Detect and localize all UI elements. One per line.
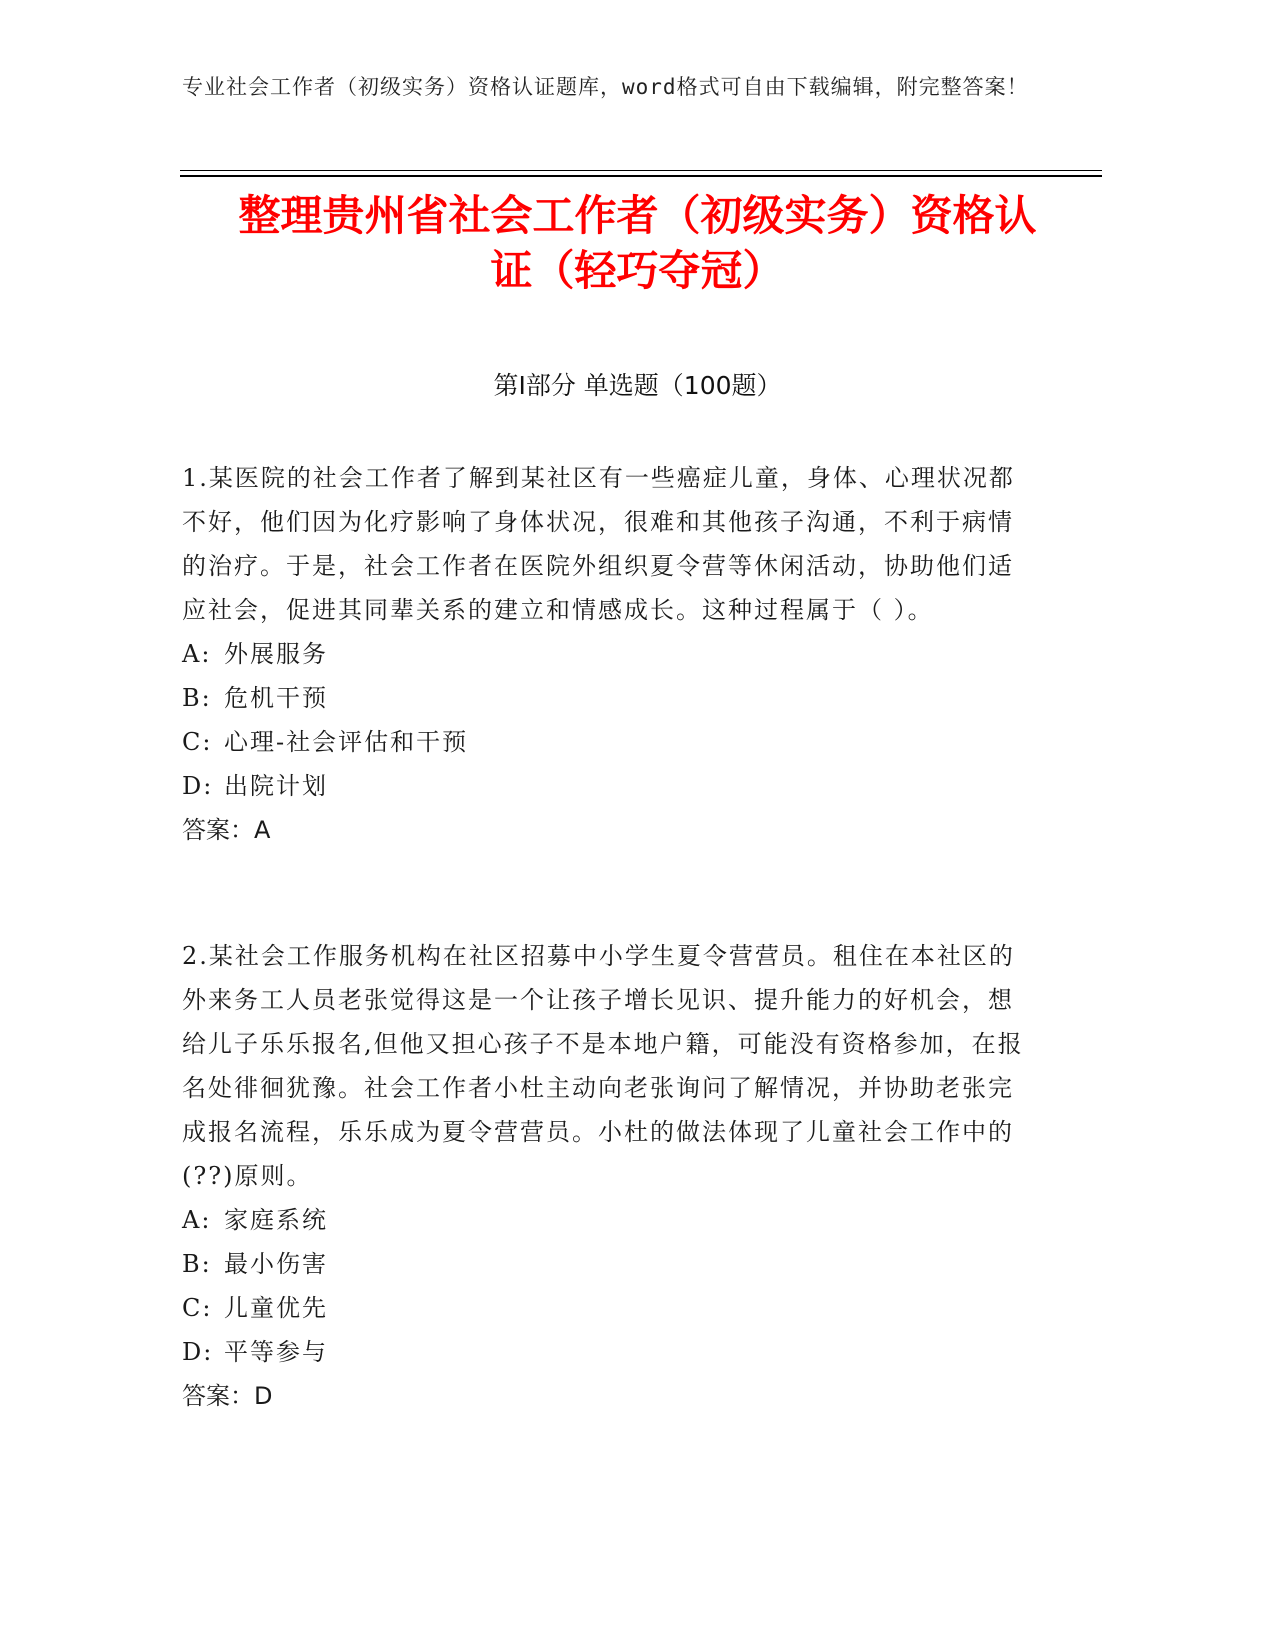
answer-label: 答案：A [182,816,271,844]
option-d [182,1330,1032,1374]
option-b [182,1242,1032,1286]
option-text: 心理-社会评估和干预 [224,728,469,756]
option-c [182,720,1032,764]
question-1 [182,456,1032,852]
question-stem: 1.某医院的社会工作者了解到某社区有一些癌症儿童，身体、心理状况都不好，他们因为化疗影响了身体状况，很难和其他孩子沟通，不利于病情的治疗。于是，社会工作者在医院外组织夏令营等休闲活动，协助他们适应社会，促进其同辈关系的建立和情感成长。这种过程属于（ ）。 [182,464,1015,624]
option-c [182,1286,1032,1330]
section-title: 第Ⅰ部分 单选题（100题） [493,371,782,400]
option-a [182,632,1032,676]
document-title [150,188,1125,298]
option-d [182,764,1032,808]
option-text: 家庭系统 [224,1206,328,1234]
option-key: D: [182,772,214,800]
option-text: 危机干预 [224,684,328,712]
header-divider-thin [180,170,1102,171]
question-2 [182,934,1032,1418]
option-key: C: [182,728,213,756]
option-text: 最小伤害 [224,1250,328,1278]
option-text: 平等参与 [224,1338,328,1366]
option-key: A: [182,640,212,668]
option-key: C: [182,1294,213,1322]
option-text: 出院计划 [224,772,328,800]
header-divider-thick [180,175,1102,177]
option-key: B: [182,1250,212,1278]
header-note: 专业社会工作者（初级实务）资格认证题库，word格式可自由下载编辑，附完整答案！ [182,75,1029,99]
title-line-1: 整理贵州省社会工作者（初级实务）资格认 [238,191,1037,240]
option-key: A: [182,1206,212,1234]
option-text: 外展服务 [224,640,328,668]
title-line-2: 证（轻巧夺冠） [490,246,785,295]
option-b [182,676,1032,720]
option-key: B: [182,684,212,712]
answer-label: 答案：D [182,1382,273,1410]
option-text: 儿童优先 [224,1294,328,1322]
option-key: D: [182,1338,214,1366]
option-a [182,1198,1032,1242]
question-stem: 2.某社会工作服务机构在社区招募中小学生夏令营营员。租住在本社区的外来务工人员老张觉得这是一个让孩子增长见识、提升能力的好机会，想给儿子乐乐报名,但他又担心孩子不是本地户籍，可能没有资格参加，在报名处徘徊犹豫。社会工作者小杜主动向老张询问了解情况，并协助老张完成报名流程，乐乐成为夏令营营员。小杜的做法体现了儿童社会工作中的(??)原则。 [182,942,1024,1190]
